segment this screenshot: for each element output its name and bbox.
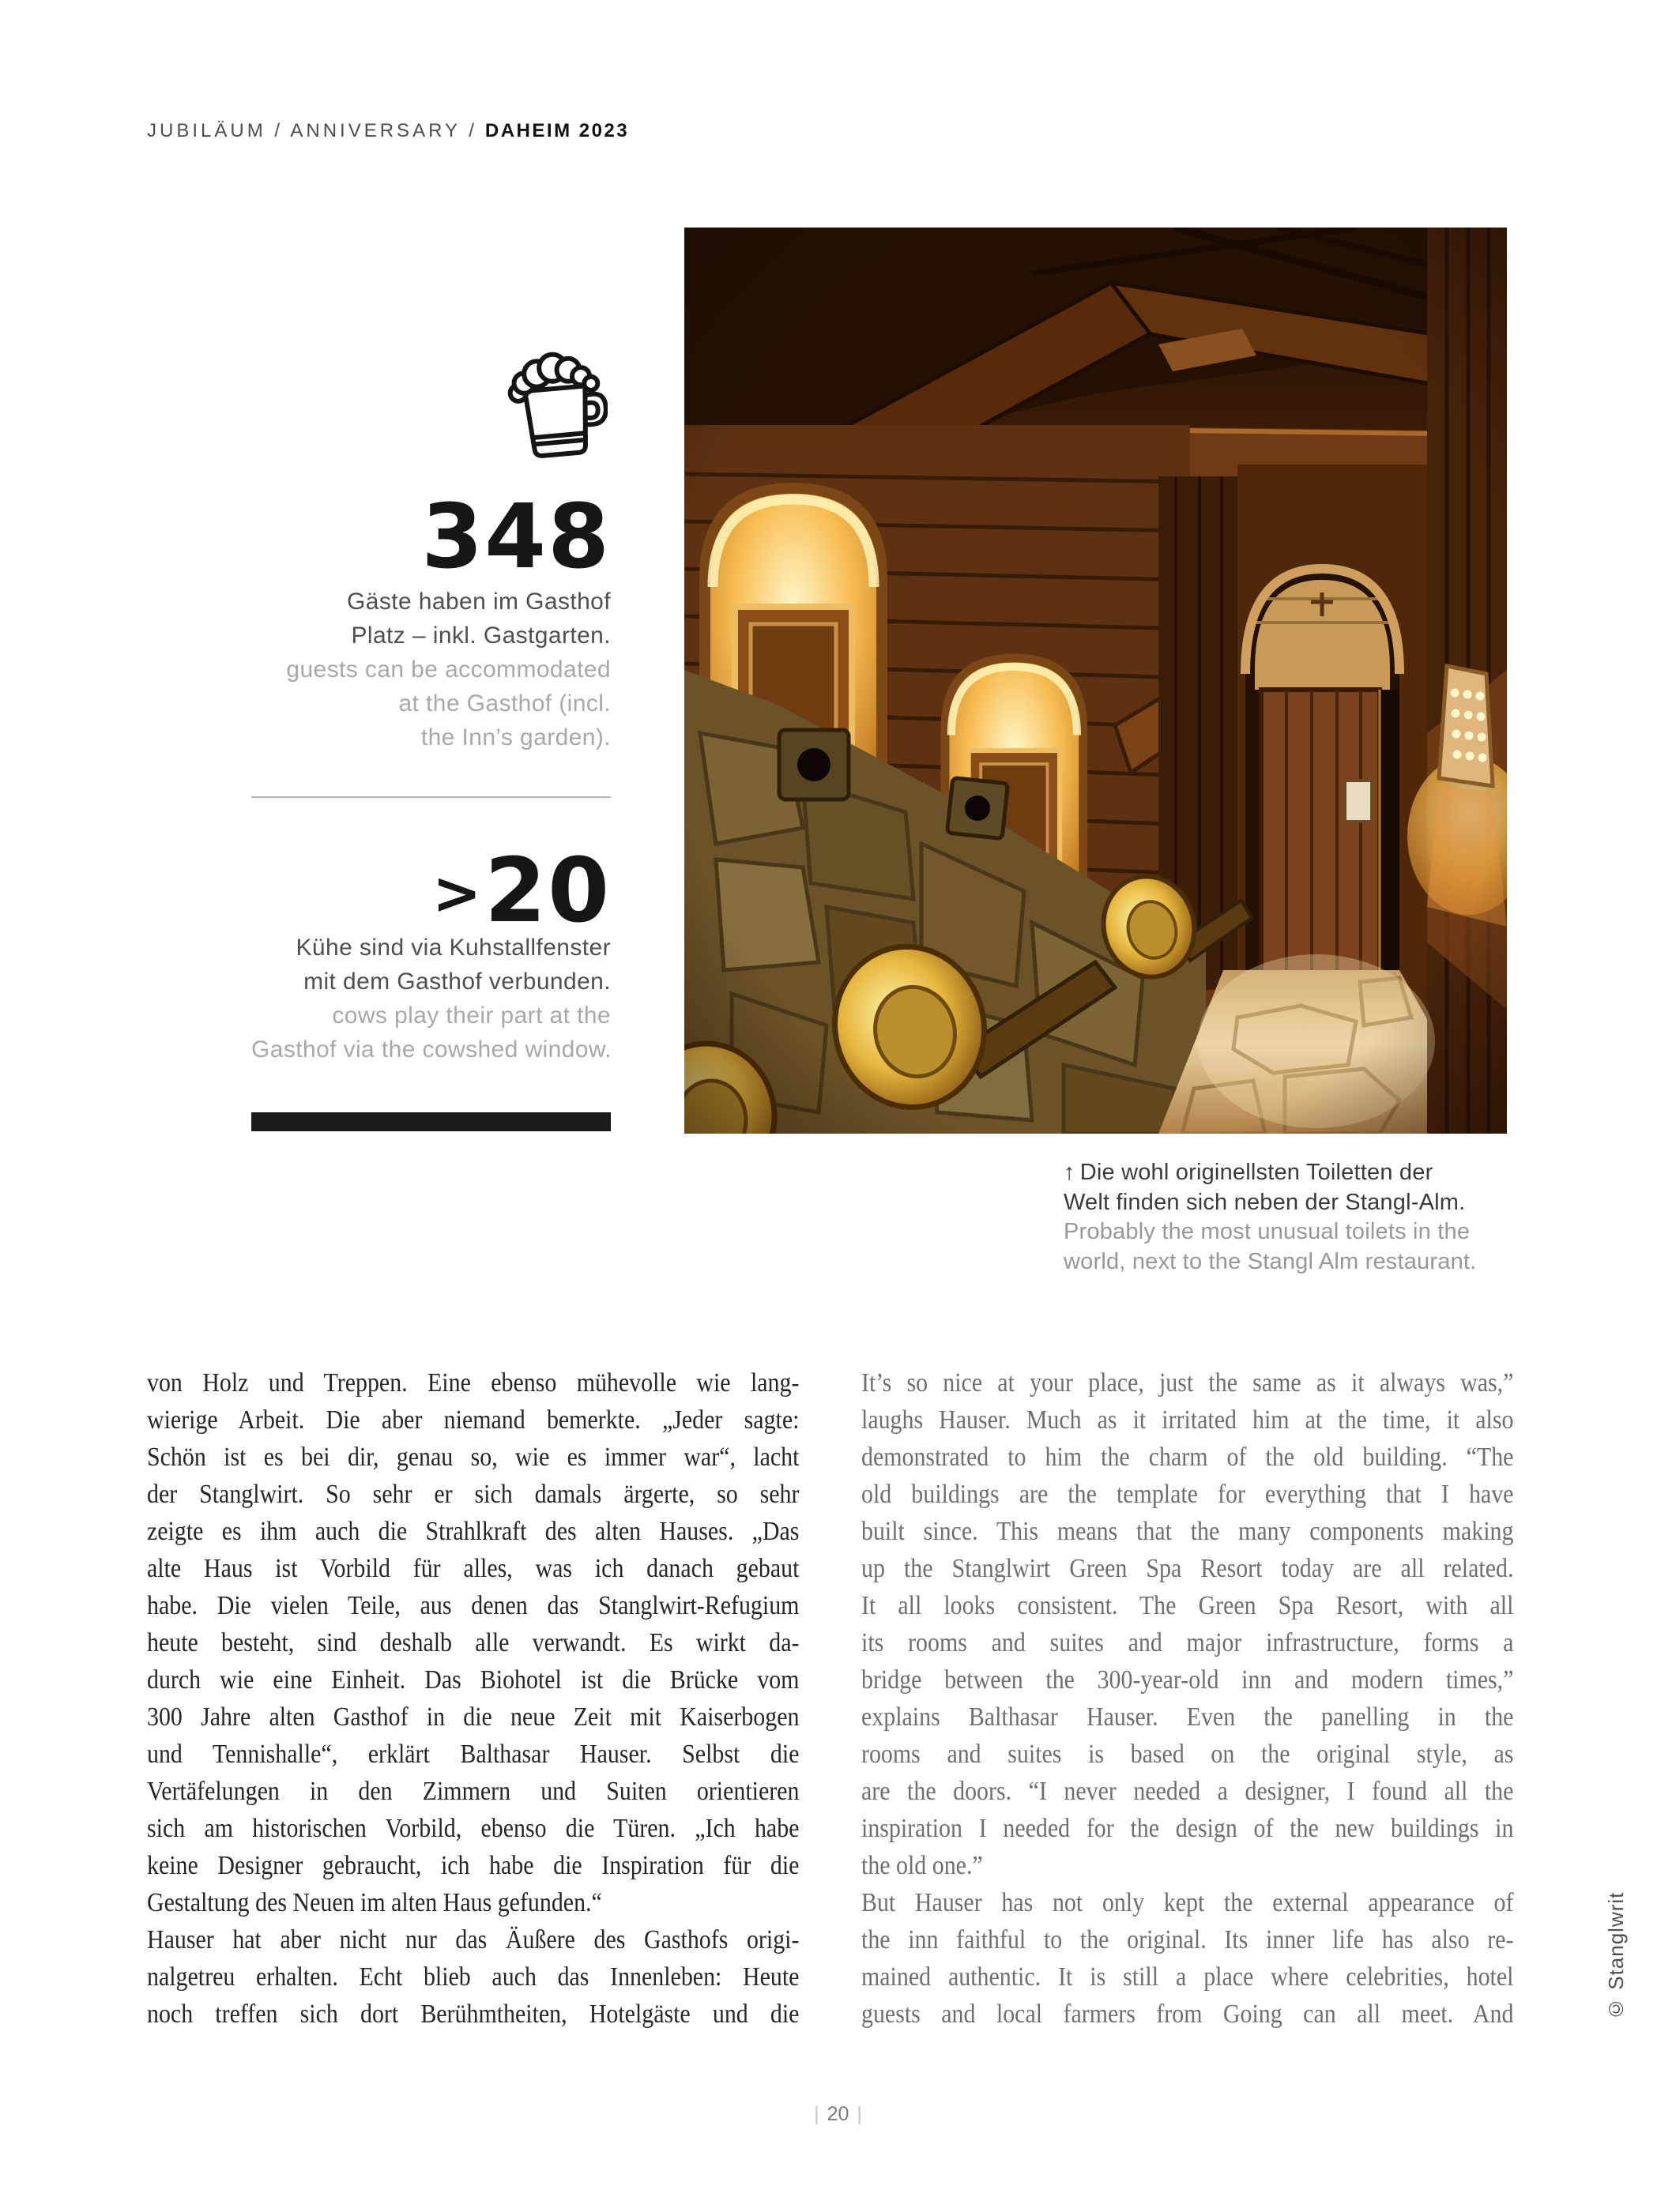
stat-cows-text bbox=[251, 931, 611, 1066]
body-line-english: inspiration I needed for the design of the new buildings in bbox=[861, 1814, 1514, 1843]
stat-line-german: Kühe sind via Kuhstallfenster bbox=[296, 935, 611, 961]
body-line-english: the old one.” bbox=[861, 1851, 983, 1880]
page-header bbox=[147, 120, 629, 142]
body-line-german: keine Designer gebraucht, ich habe die Inspiration für die bbox=[147, 1851, 800, 1880]
page-number-bar: | bbox=[857, 2103, 862, 2125]
body-line-english: But Hauser has not only kept the external appearance of bbox=[861, 1888, 1514, 1917]
body-line-german: nalgetreu erhalten. Echt blieb auch das Innenleben: Heute bbox=[147, 1962, 800, 1992]
body-line-german: 300 Jahre alten Gasthof in die neue Zeit mit Kaiserbogen bbox=[147, 1702, 800, 1732]
header-edition: DAHEIM 2023 bbox=[484, 120, 630, 141]
page-number bbox=[0, 2103, 1676, 2126]
stat-line-german: Platz – inkl. Gastgarten. bbox=[351, 623, 611, 649]
page-number-bar: | bbox=[814, 2103, 819, 2125]
body-line-german: habe. Die vielen Teile, aus denen das Stanglwirt-Refugium bbox=[147, 1591, 800, 1620]
stat-cows-number: 20 bbox=[484, 840, 611, 942]
photo-credit: © Stanglwrit bbox=[1604, 1891, 1628, 2021]
body-line-german: noch treffen sich dort Berühmtheiten, Hotelgäste und die bbox=[147, 1999, 800, 2029]
stat-guests-text bbox=[251, 585, 611, 754]
stat-cows-value bbox=[251, 840, 611, 942]
body-line-english: explains Balthasar Hauser. Even the panelling in the bbox=[861, 1702, 1514, 1732]
body-line-german: sich am historischen Vorbild, ebenso die Türen. „Ich habe bbox=[147, 1814, 800, 1843]
body-line-german: Hauser hat aber nicht nur das Äußere des Gasthofs origi- bbox=[147, 1925, 800, 1954]
body-line-german: von Holz und Treppen. Eine ebenso mühevolle wie lang- bbox=[147, 1368, 800, 1398]
body-column-english bbox=[861, 1364, 1513, 2033]
up-arrow-icon: ↑ bbox=[1064, 1160, 1075, 1185]
body-line-english: its rooms and suites and major infrastructure, forms a bbox=[861, 1628, 1514, 1657]
stat-line-german: Gäste haben im Gasthof bbox=[347, 589, 611, 615]
stat-line-english: at the Gasthof (incl. bbox=[398, 690, 611, 717]
body-line-english: laughs Hauser. Much as it irritated him at the time, it also bbox=[861, 1405, 1514, 1435]
body-line-english: guests and local farmers from Going can all meet. And bbox=[861, 1999, 1514, 2029]
stat-guests-lines-de bbox=[251, 585, 611, 653]
stat-line-english: Gasthof via the cowshed window. bbox=[251, 1036, 612, 1063]
body-line-german: alte Haus ist Vorbild für alles, was ich danach gebaut bbox=[147, 1554, 800, 1583]
body-line-english: built since. This means that the many components making bbox=[861, 1517, 1514, 1546]
stat-cows-lines-en bbox=[251, 999, 611, 1066]
body-line-german: heute besteht, sind deshalb alle verwandt. Es wirkt da- bbox=[147, 1628, 800, 1657]
caption-line-german: Welt finden sich neben der Stangl-Alm. bbox=[1064, 1189, 1466, 1215]
body-line-german: Schön ist es bei dir, genau so, wie es immer war“, lacht bbox=[147, 1443, 800, 1472]
caption-text: Die wohl originellsten Toiletten der bbox=[1079, 1160, 1433, 1185]
body-column-german bbox=[147, 1364, 799, 2033]
stats-divider-line bbox=[251, 796, 611, 798]
body-line-german: und Tennishalle“, erklärt Balthasar Hauser. Selbst die bbox=[147, 1740, 800, 1769]
black-accent-bar bbox=[251, 1112, 611, 1131]
body-line-english: old buildings are the template for everything that I have bbox=[861, 1480, 1514, 1509]
stat-line-english: the Inn’s garden). bbox=[420, 724, 611, 750]
body-line-english: are the doors. “I never needed a designer, I found all the bbox=[861, 1777, 1514, 1806]
greater-than-sign: > bbox=[432, 860, 482, 927]
body-line-english: demonstrated to him the charm of the old building. “The bbox=[861, 1443, 1514, 1472]
body-line-english: rooms and suites is based on the original style, as bbox=[861, 1740, 1514, 1769]
body-german-para2 bbox=[147, 1921, 799, 2033]
body-english-para2 bbox=[861, 1884, 1513, 2033]
beer-mug-icon bbox=[500, 348, 608, 463]
stat-cows-lines-de bbox=[251, 931, 611, 999]
body-line-german: zeigte es ihm auch die Strahlkraft des alten Hauses. „Das bbox=[147, 1517, 800, 1546]
stat-line-english: cows play their part at the bbox=[332, 1003, 611, 1029]
body-line-english: up the Stanglwirt Green Spa Resort today are all related. bbox=[861, 1554, 1514, 1583]
body-line-english: mained authentic. It is still a place where celebrities, hotel bbox=[861, 1962, 1514, 1992]
caption-lines-english bbox=[1064, 1217, 1518, 1277]
header-rubric: JUBILÄUM / ANNIVERSARY / bbox=[147, 120, 477, 141]
stat-line-german: mit dem Gasthof verbunden. bbox=[303, 969, 611, 995]
body-line-german: der Stanglwirt. So sehr er sich damals ärgerte, so sehr bbox=[147, 1480, 800, 1509]
page-number-value: 20 bbox=[827, 2103, 849, 2125]
body-line-german: Gestaltung des Neuen im alten Haus gefunden.“ bbox=[147, 1888, 602, 1917]
stat-line-english: guests can be accommodated bbox=[286, 656, 611, 683]
photo-toilets bbox=[684, 228, 1507, 1134]
body-line-english: bridge between the 300-year-old inn and modern times,” bbox=[861, 1665, 1514, 1695]
body-line-english: the inn faithful to the original. Its inner life has also re- bbox=[861, 1925, 1514, 1954]
stat-guests-lines-en bbox=[251, 653, 611, 754]
body-line-english: It’s so nice at your place, just the same as it always was,” bbox=[861, 1368, 1514, 1398]
body-english-para1 bbox=[861, 1364, 1513, 1847]
caption-line-german bbox=[1064, 1158, 1518, 1188]
photo-caption bbox=[1064, 1158, 1518, 1277]
body-line-german: durch wie eine Einheit. Das Biohotel ist die Brücke vom bbox=[147, 1665, 800, 1695]
body-line-german: Vertäfelungen in den Zimmern und Suiten orientieren bbox=[147, 1777, 800, 1806]
caption-line-english: Probably the most unusual toilets in the bbox=[1064, 1219, 1471, 1244]
caption-line-english: world, next to the Stangl Alm restaurant. bbox=[1064, 1248, 1477, 1274]
stat-guests-value: 348 bbox=[421, 486, 611, 589]
body-line-german: wierige Arbeit. Die aber niemand bemerkte. „Jeder sagte: bbox=[147, 1405, 800, 1435]
body-german-para1 bbox=[147, 1364, 799, 1884]
body-line-english: It all looks consistent. The Green Spa Resort, with all bbox=[861, 1591, 1514, 1620]
